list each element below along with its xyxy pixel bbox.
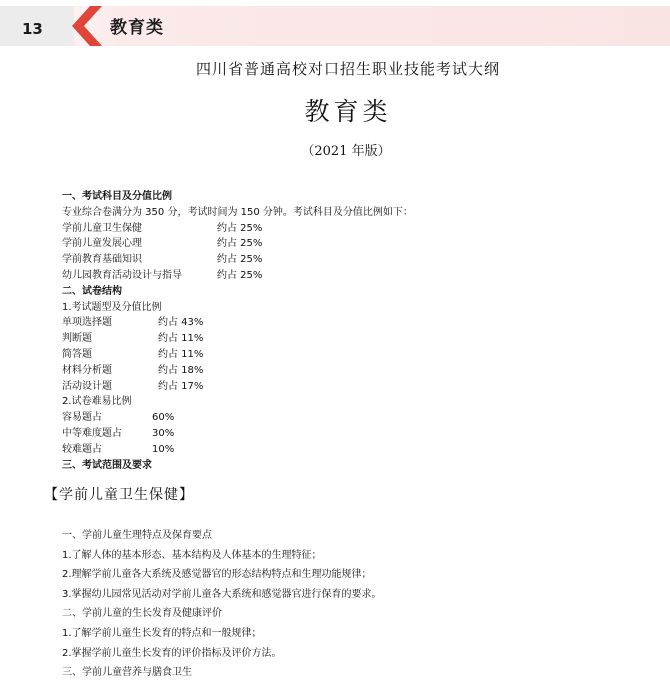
section-heading: 二、试卷结构 <box>62 285 122 297</box>
question-ratio: 约占 17% <box>158 380 204 392</box>
list-item <box>62 347 622 363</box>
section-heading: 三、考试范围及要求 <box>62 459 152 471</box>
requirement-line: 2.掌握学前儿童生长发育的评价指标及评价方法。 <box>62 647 282 659</box>
list-item <box>62 331 622 347</box>
list-item <box>62 410 622 426</box>
subsection-heading: 2.试卷难易比例 <box>62 396 132 408</box>
requirement-line: 2.理解学前儿童各大系统及感觉器官的形态结构特点和生理功能规律； <box>62 569 372 581</box>
difficulty-name: 较难题占 <box>62 443 102 455</box>
list-item <box>62 442 622 458</box>
header-category: 教育类 <box>110 18 164 38</box>
question-ratio: 约占 11% <box>158 348 204 360</box>
document-edition: （2021 年版） <box>301 144 391 159</box>
list-item <box>62 221 622 237</box>
list-item <box>62 252 622 268</box>
list-item <box>62 426 622 442</box>
subject-title: 【学前儿童卫生保健】 <box>44 487 194 503</box>
document-title: 教育类 <box>304 97 392 126</box>
chevron-left-icon <box>68 6 108 46</box>
page-number: 13 <box>22 20 43 38</box>
subject-ratio: 约占 25% <box>217 222 263 234</box>
question-type: 单项选择题 <box>62 317 112 329</box>
subject-ratio: 约占 25% <box>217 254 263 266</box>
document-subtitle: 四川省普通高校对口招生职业技能考试大纲 <box>195 60 500 78</box>
requirement-line: 三、学前儿童营养与膳食卫生 <box>62 667 192 679</box>
requirement-line: 1.了解人体的基本形态、基本结构及人体基本的生理特征； <box>62 549 322 561</box>
page-header <box>0 0 670 46</box>
section-heading: 一、考试科目及分值比例 <box>62 191 172 202</box>
subsection-heading: 1.考试题型及分值比例 <box>62 301 162 313</box>
subject-name: 学前儿童发展心理 <box>62 238 142 250</box>
question-type: 活动设计题 <box>62 380 112 392</box>
requirement-line: 1.了解学前儿童生长发育的特点和一般规律； <box>62 627 262 639</box>
difficulty-ratio: 30% <box>152 427 175 439</box>
list-item <box>62 268 622 284</box>
subject-name: 幼儿园教育活动设计与指导 <box>62 269 182 281</box>
subject-name: 学前儿童卫生保健 <box>62 222 142 234</box>
list-item <box>62 363 622 379</box>
difficulty-name: 中等难度题占 <box>62 427 122 439</box>
difficulty-name: 容易题占 <box>62 412 102 424</box>
section-intro: 专业综合卷满分为 350 分，考试时间为 150 分钟。考试科目及分值比例如下： <box>62 206 413 218</box>
question-ratio: 约占 43% <box>158 317 204 329</box>
list-item <box>62 315 622 331</box>
requirement-line: 一、学前儿童生理特点及保育要点 <box>62 530 212 541</box>
requirement-line: 二、学前儿童的生长发育及健康评价 <box>62 608 222 620</box>
list-item <box>62 379 622 395</box>
question-type: 材料分析题 <box>62 364 112 376</box>
question-ratio: 约占 18% <box>158 364 204 376</box>
subject-name: 学前教育基础知识 <box>62 254 142 266</box>
question-type: 简答题 <box>62 348 92 360</box>
subject-ratio: 约占 25% <box>217 269 263 281</box>
question-ratio: 约占 11% <box>158 333 204 345</box>
difficulty-ratio: 60% <box>152 412 175 424</box>
subject-ratio: 约占 25% <box>217 238 263 250</box>
difficulty-ratio: 10% <box>152 443 175 455</box>
page-number-box <box>0 6 74 46</box>
list-item <box>62 236 622 252</box>
exam-structure-block <box>62 189 622 473</box>
question-type: 判断题 <box>62 333 92 345</box>
requirement-line: 3.掌握幼儿园常见活动对学前儿童各大系统和感觉器官进行保育的要求。 <box>62 588 382 600</box>
subject-requirements-block <box>62 526 622 683</box>
